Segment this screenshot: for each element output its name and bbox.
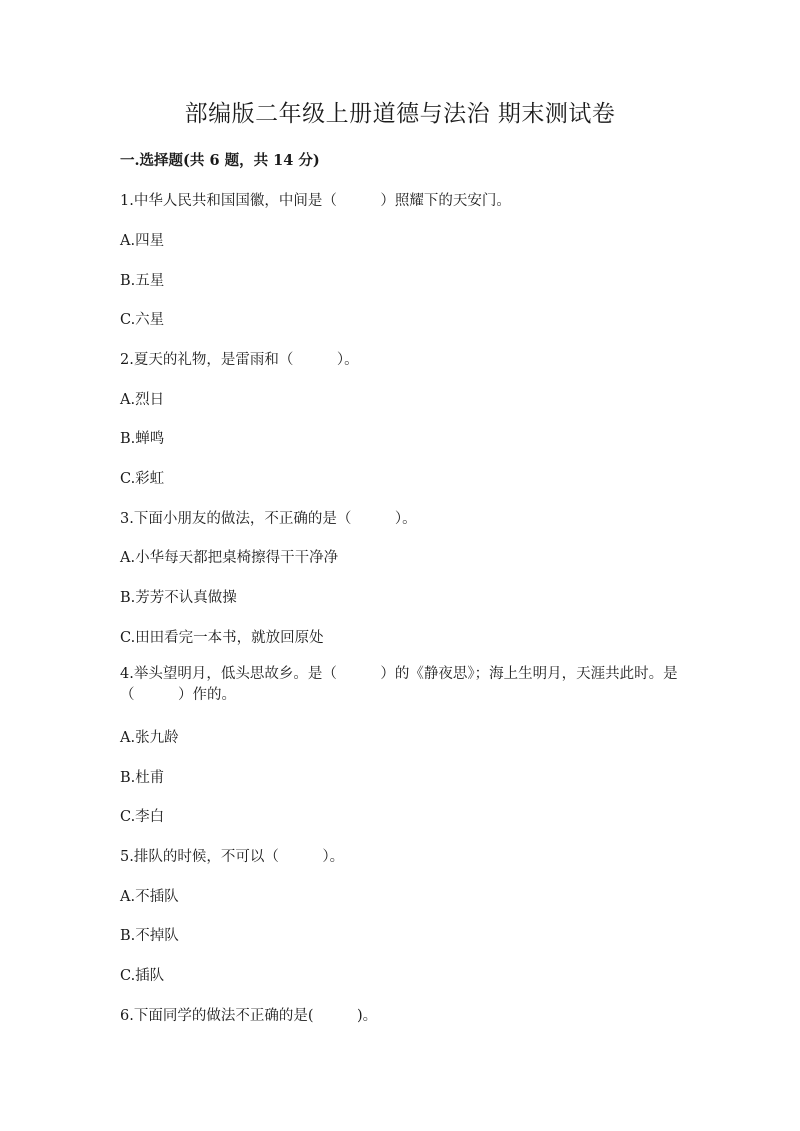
question-4-stem: 4.举头望明月，低头思故乡。是（ ）的《静夜思》；海上生明月，天涯共此时。是（ ）作的。 — [120, 666, 678, 703]
question-1-stem: 1.中华人民共和国国徽，中间是（ ）照耀下的天安门。 — [120, 193, 511, 209]
question-1-option-c: C.六星 — [120, 312, 165, 328]
question-4-option-a: A.张九龄 — [120, 730, 179, 746]
question-3-option-a: A.小华每天都把桌椅擦得干干净净 — [120, 550, 339, 566]
question-3-option-b: B.芳芳不认真做操 — [120, 590, 237, 606]
question-1-option-b: B.五星 — [120, 273, 165, 289]
question-4-option-c: C.李白 — [120, 809, 165, 825]
question-1-option-a: A.四星 — [120, 233, 165, 249]
question-6-stem: 6.下面同学的做法不正确的是( )。 — [120, 1008, 378, 1024]
question-5-option-b: B.不掉队 — [120, 928, 179, 944]
question-2-option-b: B.蝉鸣 — [120, 431, 165, 447]
question-5-option-c: C.插队 — [120, 968, 165, 984]
question-2-stem: 2.夏天的礼物，是雷雨和（ ）。 — [120, 352, 359, 368]
question-2-option-c: C.彩虹 — [120, 471, 165, 487]
question-3-stem: 3.下面小朋友的做法，不正确的是（ ）。 — [120, 511, 417, 527]
section-header: 一.选择题(共 6 题，共 14 分) — [120, 152, 320, 169]
question-5-stem: 5.排队的时候，不可以（ ）。 — [120, 849, 345, 865]
question-5-option-a: A.不插队 — [120, 889, 179, 905]
question-2-option-a: A.烈日 — [120, 392, 165, 408]
question-3-option-c: C.田田看完一本书，就放回原处 — [120, 630, 324, 646]
page-title: 部编版二年级上册道德与法治 期末测试卷 — [184, 101, 616, 127]
question-4-option-b: B.杜甫 — [120, 770, 165, 786]
